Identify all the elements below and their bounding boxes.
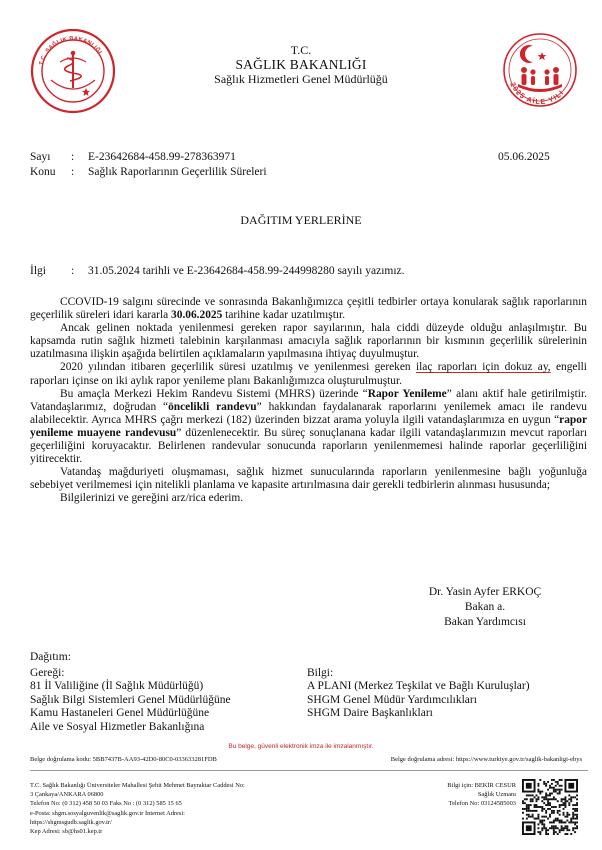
verification-row bbox=[30, 756, 582, 763]
logo-ring-text: 2025 AİLE YILI bbox=[508, 80, 567, 107]
meta-sayi bbox=[30, 151, 236, 164]
footer-line: Kep Adresi: sb@hs01.kep.tr bbox=[30, 828, 103, 836]
ministry-of-health-seal-icon bbox=[30, 28, 116, 114]
footer-line: e-Posta: shgm.sosyalguvenlik@saglik.gov.tr İnternet Adresi: bbox=[30, 809, 185, 817]
footer-info bbox=[418, 781, 516, 809]
ilgi-row bbox=[30, 265, 405, 277]
sayi-value: E-23642684-458.99-278363971 bbox=[88, 151, 236, 163]
list-item: A PLANI (Merkez Teşkilat ve Bağlı Kuruluşlar) bbox=[307, 680, 530, 693]
e-signature-notice: Bu belge, güvenli elektronik imza ile imzalanmıştır. bbox=[228, 743, 374, 750]
footer-divider bbox=[30, 770, 588, 771]
list-item: Sağlık Bilgi Sistemleri Genel Müdürlüğüne bbox=[30, 693, 231, 706]
meta-konu bbox=[30, 166, 267, 179]
konu-value: Sağlık Raporlarının Geçerlilik Süreleri bbox=[88, 166, 267, 178]
header-directorate: Sağlık Hizmetleri Genel Müdürlüğü bbox=[214, 72, 388, 86]
list-item: Aile ve Sosyal Hizmetler Bakanlığına bbox=[30, 720, 205, 733]
letter-body bbox=[30, 296, 587, 506]
footer-line: Telefon No: (0 312) 458 50 03 Faks No : (0 312) 585 15 65 bbox=[30, 800, 182, 808]
signer-title-1: Bakan a. bbox=[464, 601, 506, 613]
paragraph-6: Bilgilerinizi ve gereğini arz/rica ederim. bbox=[60, 492, 244, 505]
signer-title-2: Bakan Yardımcısı bbox=[444, 616, 526, 628]
qr-code-icon bbox=[522, 779, 578, 835]
info-phone: Telefon No: 03124585003 bbox=[448, 800, 516, 808]
footer-contact bbox=[30, 781, 360, 836]
list-item: SHGM Daire Başkanlıkları bbox=[307, 707, 433, 720]
ilgi-label: İlgi bbox=[30, 265, 46, 277]
paragraph-4: Bu amaçla Merkezi Hekim Randevu Sistemi (MHRS) üzerinde “Rapor Yenileme” alanı aktif hale getirilmiştir. Vatandaşlarımız, doğrudan “öncelikli randevu” hakkından faydalanarak raporlarını yenilemek amacı ile randevu alabilecektir. Ayrıca MHRS çağrı merkezi (182) üzerinden bizzat arama yoluyla ilgili vatandaşlarımıza en uygun “rapor yenileme muayene randevusu” düzenlenecektir. Bu süreç sonuçlanana kadar ilgili vatandaşlarımızın mevcut raporları geçerliliğini koruyacaktır. Belirlenen randevular sonucunda raporların yenilenmemesi halinde raporlar geçerliliğini yitirecektir. bbox=[30, 387, 587, 466]
verification-code: Belge doğrulama kodu: 5BB7437B-AA93-42D0-80C0-033633281FDB bbox=[30, 756, 217, 763]
sayi-colon: : bbox=[71, 151, 75, 163]
paragraph-1: CCOVID-19 salgını sürecinde ve sonrasında Bakanlığımızca çeşitli tedbirler ortaya konularak sağlık raporlarının geçerlilik süreleri idari kararla 30.06.2025 tarihine kadar uzatılmıştır. bbox=[30, 296, 587, 322]
footer-line: T.C. Sağlık Bakanlığı Üniversiteler Mahallesi Şehit Mehmet Bayraktar Caddesi No: bbox=[30, 782, 245, 789]
document-date: 05.06.2025 bbox=[498, 151, 550, 163]
header-ministry: SAĞLIK BAKANLIĞI bbox=[235, 57, 367, 72]
header-tc: T.C. bbox=[290, 43, 312, 57]
ilgi-colon: : bbox=[71, 265, 75, 277]
list-item: SHGM Genel Müdür Yardımcılıkları bbox=[307, 693, 477, 706]
signature-block bbox=[405, 585, 565, 630]
geregi-title: Gereği: bbox=[30, 667, 65, 679]
konu-colon: : bbox=[71, 166, 75, 178]
info-contact: Bilgi için: BEKİR CESUR bbox=[447, 782, 516, 789]
seal-ring-text: T.C. SAĞLIK BAKANLIĞI bbox=[38, 35, 103, 66]
distribution-title: Dağıtım: bbox=[30, 651, 71, 663]
bilgi-list bbox=[307, 667, 530, 721]
paragraph-5: Vatandaş mağduriyeti oluşmaması, sağlık hizmet sunucularında raporların yenilenmesine bağlı yoğunluğa sebebiyet verilmemesi için nitelikli planlama ve kapasite artırılmasına dair gerekli tedbirlerin alınması hususunda; bbox=[30, 466, 587, 492]
paragraph-3: 2020 yılından itibaren geçerlilik süresi uzatılmış ve yenilenmesi gereken ilaç raporları için dokuz ay, engelli raporları içinse on iki aylık rapor yenileme planı Bakanlığımızca oluşturulmuştur. bbox=[30, 361, 587, 387]
list-item: Kamu Hastaneleri Genel Müdürlüğüne bbox=[30, 707, 210, 720]
info-title: Sağlık Uzmanı bbox=[477, 791, 516, 799]
bilgi-title: Bilgi: bbox=[307, 667, 334, 679]
footer-link[interactable]: https://shgmsgudb.saglik.gov.tr/ bbox=[30, 818, 112, 826]
paragraph-2: Ancak gelinen noktada yenilenmesi gereken rapor sayılarının, hala ciddi düzeyde olduğu anlaşılmıştır. Bu kapsamda rutin sağlık hizmeti talebinin karşılanması amacıyla sağlık raporlarının bir kısmının geçerlilik sürelerinin uzatılmasına ilişkin aşağıda belirtilen açıklamaların yapılmasına ihtiyaç duyulmuştur. bbox=[30, 322, 587, 361]
highlighted-phrase: ilaç raporları için dokuz ay, bbox=[415, 361, 551, 374]
ilgi-value: 31.05.2024 tarihli ve E-23642684-458.99-244998280 sayılı yazımız. bbox=[88, 265, 405, 277]
signer-name: Dr. Yasin Ayfer ERKOÇ bbox=[428, 586, 542, 598]
verification-address[interactable]: Belge doğrulama adresi: https://www.turkiye.gov.tr/saglik-bakanligi-ebys bbox=[390, 756, 582, 763]
geregi-list bbox=[30, 667, 231, 734]
sayi-label: Sayı bbox=[30, 151, 51, 163]
recipient-title: DAĞITIM YERLERİNE bbox=[240, 213, 362, 227]
konu-label: Konu bbox=[30, 166, 56, 178]
footer-line: 3 Çankaya/ANKARA 06800 bbox=[30, 791, 104, 799]
list-item: 81 İl Valiliğine (İl Sağlık Müdürlüğü) bbox=[30, 680, 204, 693]
